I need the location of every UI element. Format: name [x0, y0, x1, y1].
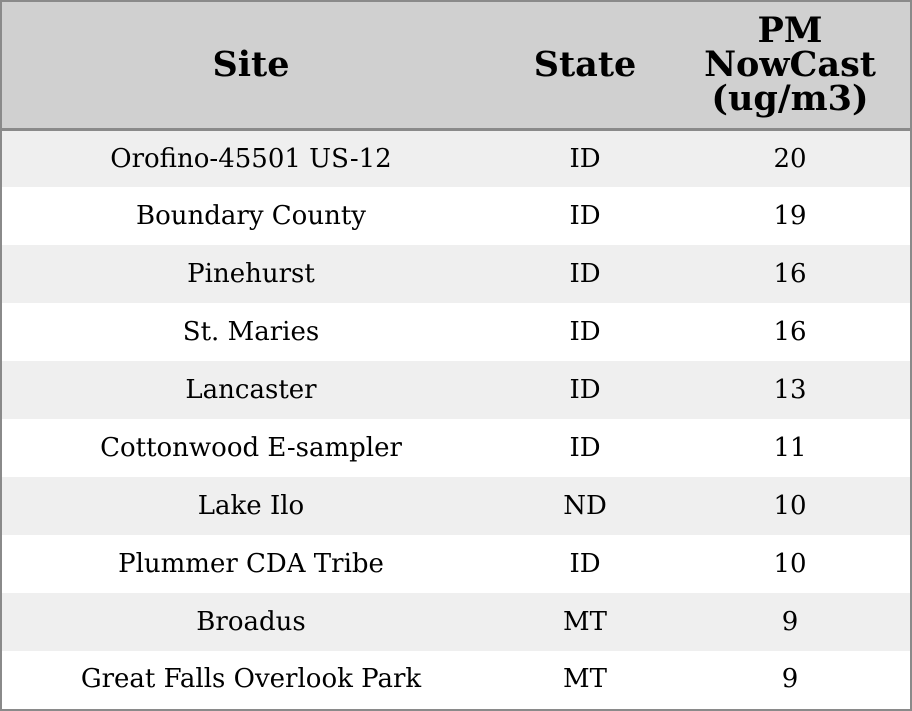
cell-site: Boundary County [136, 201, 366, 231]
pm-nowcast-table [2, 2, 910, 707]
header-site [2, 2, 500, 129]
cell-pm-value: 20 [773, 143, 807, 174]
cell-site: Cottonwood E-sampler [100, 433, 402, 463]
cell-state: ID [569, 259, 601, 289]
table-row [2, 535, 910, 593]
cell-site: Broadus [196, 607, 306, 637]
cell-site: Plummer CDA Tribe [118, 549, 384, 579]
cell-pm-value: 13 [773, 375, 807, 405]
cell-state: MT [563, 664, 607, 694]
cell-site: Lake Ilo [197, 491, 305, 521]
cell-pm-value: 9 [781, 664, 799, 694]
table-body [2, 129, 910, 707]
table-row [2, 129, 910, 187]
cell-pm-value: 16 [773, 259, 807, 289]
table-row [2, 361, 910, 419]
cell-state: ID [569, 317, 601, 347]
header-state-line: State [533, 43, 637, 85]
table-row [2, 245, 910, 303]
cell-site: Orofino-45501 US-12 [110, 143, 392, 174]
cell-state: ID [569, 143, 601, 174]
cell-pm-value: 19 [773, 201, 807, 231]
header-pm-nowcast-line: PM [757, 9, 823, 51]
header-pm-nowcast [670, 2, 910, 129]
cell-pm-value: 11 [773, 433, 807, 463]
cell-pm-value: 10 [773, 549, 807, 579]
cell-state: ID [569, 375, 601, 405]
cell-state: ID [569, 433, 601, 463]
cell-site: St. Maries [182, 317, 320, 347]
table-row [2, 477, 910, 535]
table-row [2, 593, 910, 651]
cell-state: ID [569, 549, 601, 579]
cell-site: Lancaster [185, 375, 317, 405]
cell-state: ID [569, 201, 601, 231]
table-row [2, 303, 910, 361]
cell-state: MT [563, 607, 607, 637]
header-pm-nowcast-line: (ug/m3) [711, 77, 869, 119]
cell-pm-value: 16 [773, 317, 807, 347]
table-row [2, 651, 910, 707]
header-row [2, 2, 910, 129]
header-site-line: Site [212, 43, 290, 85]
cell-pm-value: 10 [773, 491, 807, 521]
cell-state: ND [563, 491, 607, 521]
header-state [500, 2, 670, 129]
cell-pm-value: 9 [781, 607, 799, 637]
cell-site: Pinehurst [187, 259, 315, 289]
table-row [2, 187, 910, 245]
header-pm-nowcast-line: NowCast [704, 43, 876, 85]
table-row [2, 419, 910, 477]
cell-site: Great Falls Overlook Park [80, 664, 422, 694]
